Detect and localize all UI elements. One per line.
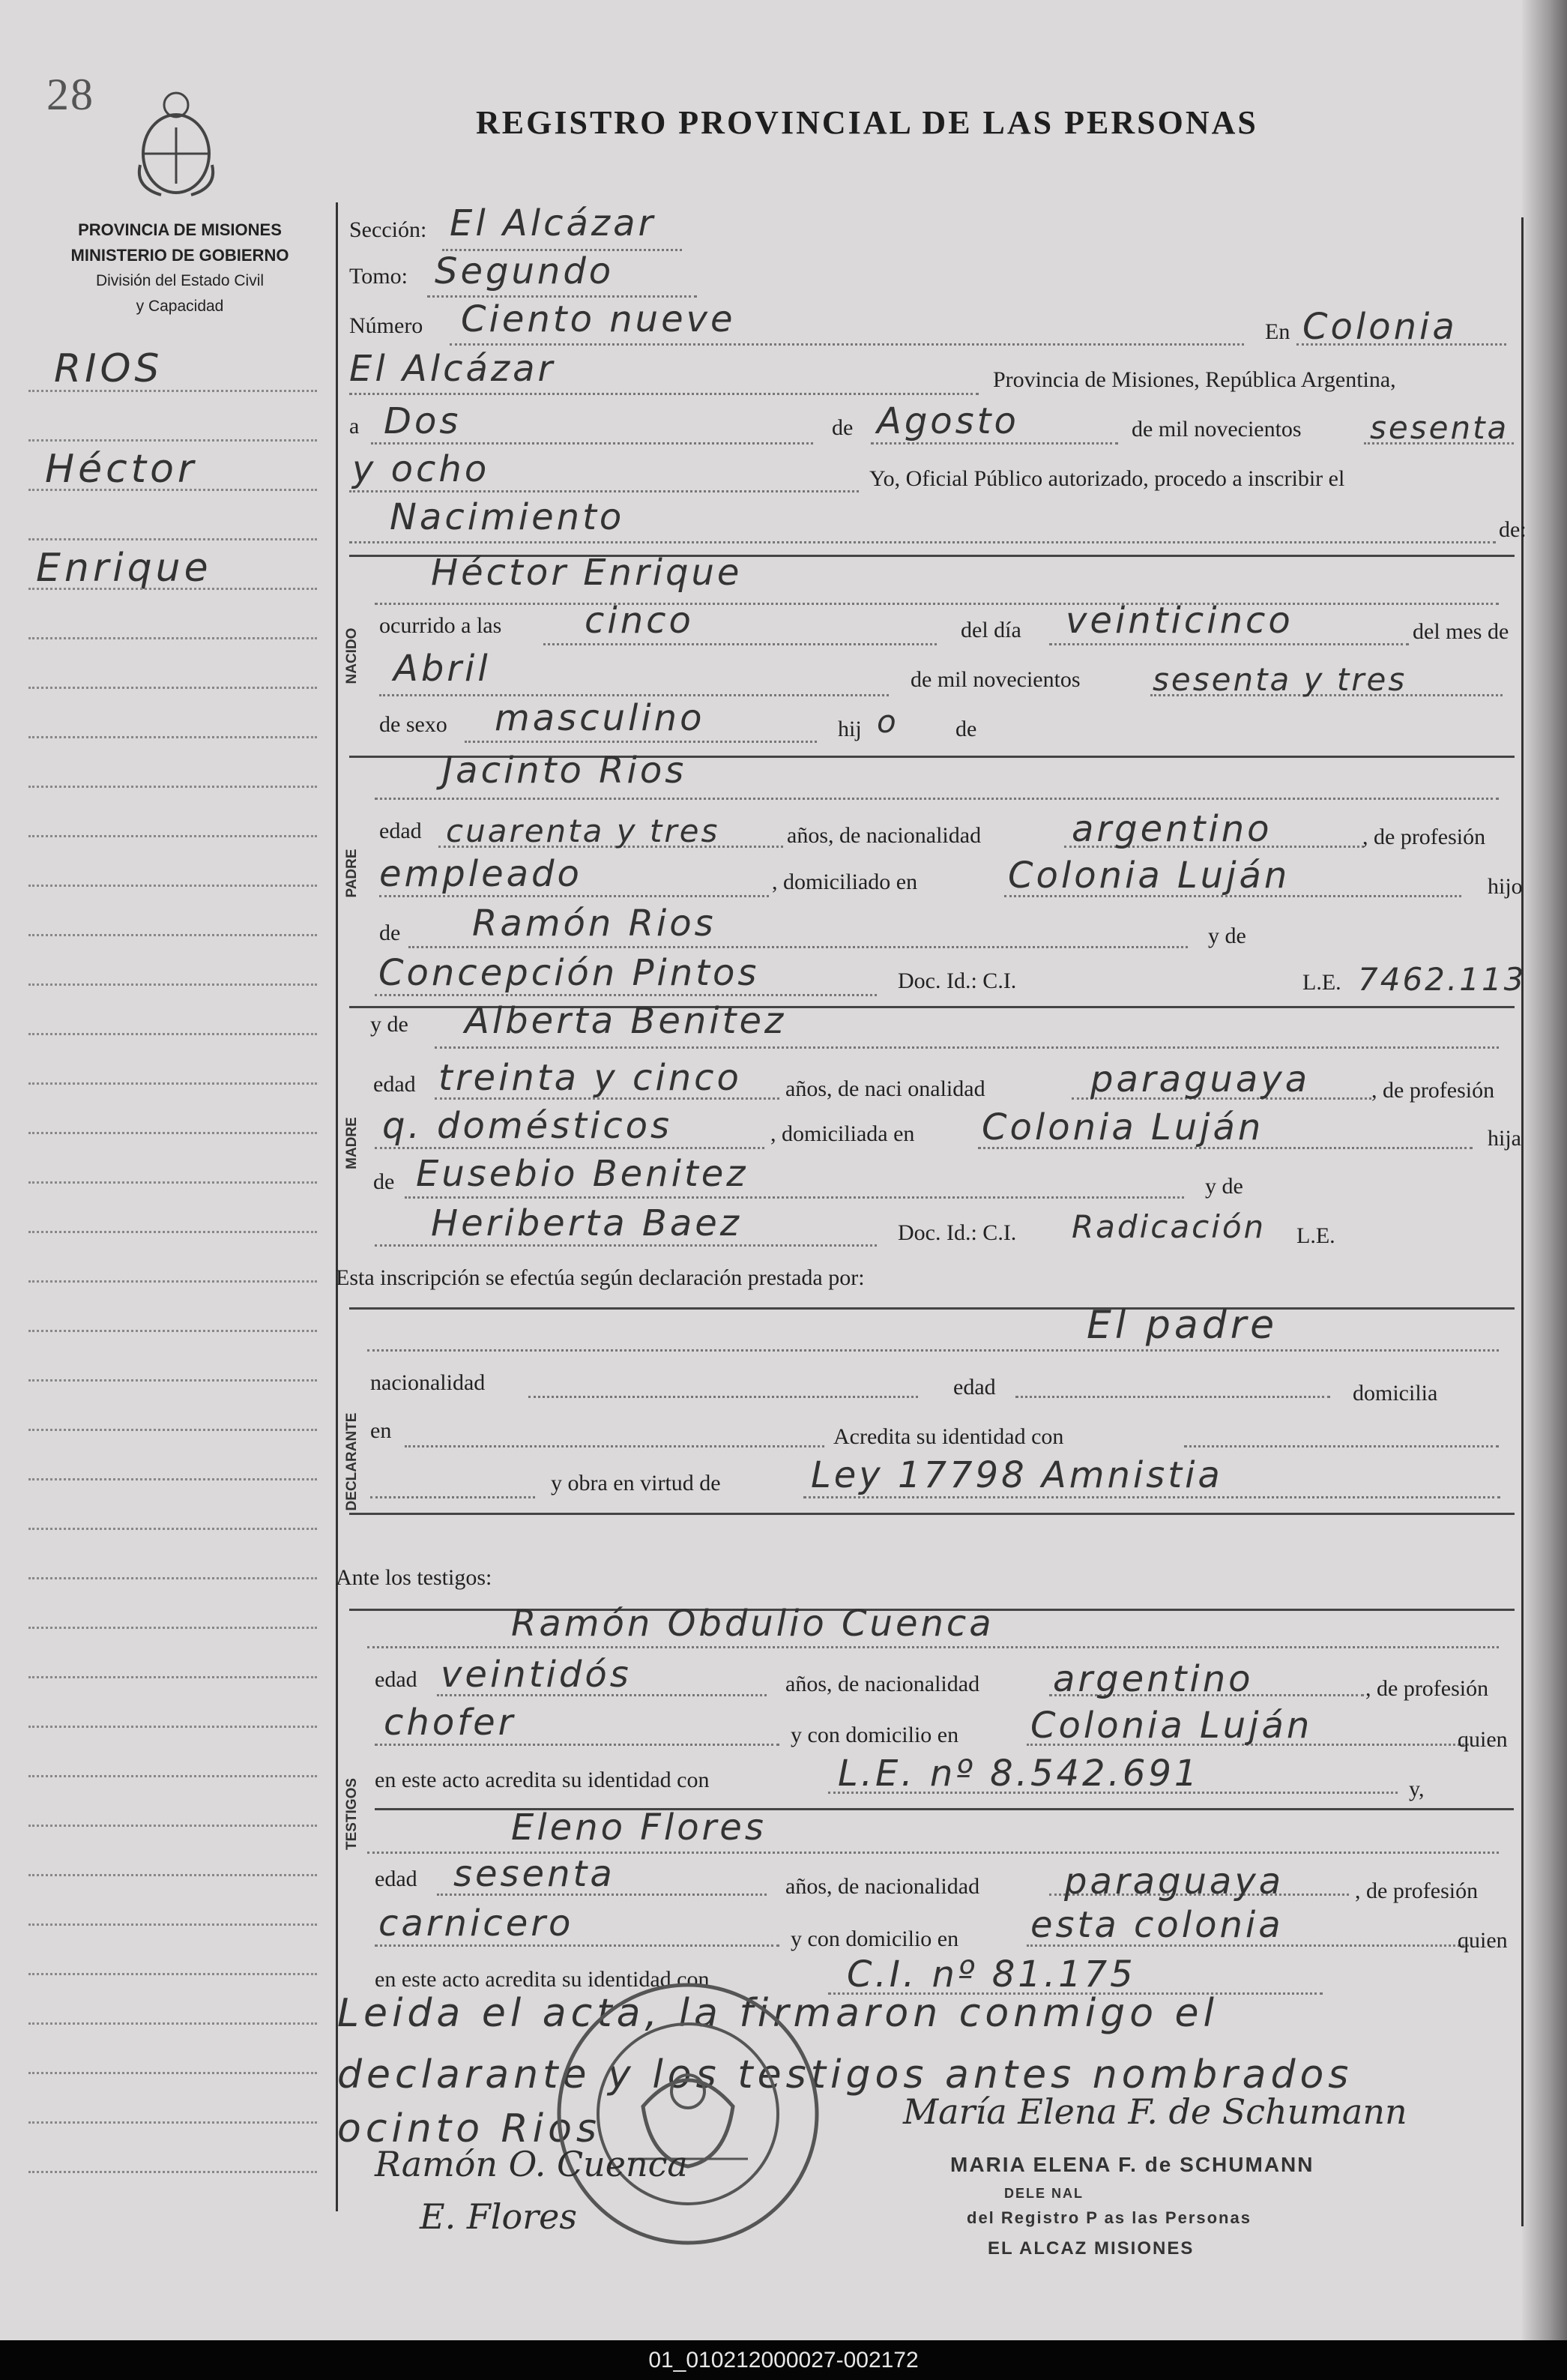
witness2-profession: carnicero xyxy=(378,1903,574,1944)
witness2-signature: E. Flores xyxy=(420,2196,577,2237)
t1-y-label: y, xyxy=(1409,1777,1425,1801)
hijo-de-label: de xyxy=(955,717,977,741)
province-text: Provincia de Misiones, República Argentina, xyxy=(993,367,1396,392)
margin-ruled-line xyxy=(28,1627,317,1629)
de-label: de xyxy=(832,415,854,440)
sexo-label: de sexo xyxy=(379,712,447,737)
mother-nationality: paraguaya xyxy=(1090,1058,1311,1100)
witness2-nationality: paraguaya xyxy=(1064,1861,1284,1903)
margin-surname: RIOS xyxy=(54,346,163,391)
declarante-bottom-rule xyxy=(349,1513,1515,1515)
t2-prof-label: , de profesión xyxy=(1355,1879,1479,1903)
witnesses-intro: Ante los testigos: xyxy=(336,1565,492,1590)
margin-ruled-line xyxy=(28,1132,317,1134)
madre-yde2-label: y de xyxy=(1205,1174,1243,1199)
padre-hijo-label: hijo xyxy=(1488,874,1523,899)
declarante-edad-label: edad xyxy=(953,1375,996,1400)
nacido-section-label: NACIDO xyxy=(344,627,360,684)
en-label: En xyxy=(1265,319,1290,344)
witness1-signature: Ramón O. Cuenca xyxy=(375,2144,688,2184)
margin-ruled-line xyxy=(28,439,317,442)
declarant-name: El padre xyxy=(1087,1303,1278,1348)
margin-ruled-line xyxy=(28,983,317,986)
del-mes-label: del mes de xyxy=(1413,619,1509,644)
margin-ruled-line xyxy=(28,1082,317,1085)
madre-prof-label: , de profesión xyxy=(1371,1078,1495,1103)
hijo-suffix: o xyxy=(877,703,899,740)
t2-acredita-label: en este acto acredita su identidad con xyxy=(375,1967,710,1992)
margin-ruled-line xyxy=(28,687,317,689)
madre-dom-label: , domiciliada en xyxy=(770,1121,915,1146)
padre-le-label: L.E. xyxy=(1302,970,1341,995)
margin-ruled-line xyxy=(28,1231,317,1233)
act-type: Nacimiento xyxy=(390,496,625,538)
madre-section-label: MADRE xyxy=(344,1117,360,1169)
registration-month: Agosto xyxy=(877,400,1019,442)
father-address: Colonia Luján xyxy=(1008,855,1290,897)
numero-value: Ciento nueve xyxy=(461,298,736,340)
margin-ruled-line xyxy=(28,637,317,639)
birth-year: sesenta y tres xyxy=(1153,661,1407,698)
margin-ruled-line xyxy=(28,1726,317,1728)
a-label: a xyxy=(349,414,360,439)
margin-ruled-line xyxy=(28,1280,317,1283)
margin-ruled-line xyxy=(28,1181,317,1184)
argentina-coat-of-arms-icon xyxy=(131,82,221,202)
book-spine xyxy=(1522,0,1567,2340)
sex-value: masculino xyxy=(495,697,705,739)
madre-nac-label: años, de naci onalidad xyxy=(785,1076,985,1101)
birth-hour: cinco xyxy=(585,600,694,642)
oficial-text: Yo, Oficial Público autorizado, procedo a inscribir el xyxy=(869,466,1345,491)
margin-ruled-line xyxy=(28,1033,317,1035)
hijo-label: hij xyxy=(838,717,862,741)
province-label: PROVINCIA DE MISIONES xyxy=(78,220,282,239)
margin-ruled-line xyxy=(28,934,317,936)
margin-first-name: Héctor xyxy=(45,447,198,492)
seccion-value: El Alcázar xyxy=(450,202,656,244)
margin-middle-name: Enrique xyxy=(36,546,212,591)
margin-ruled-line xyxy=(28,1775,317,1777)
mother-profession: q. domésticos xyxy=(382,1105,673,1147)
mil-novecientos-label: de mil novecientos xyxy=(1132,417,1302,442)
t1-quien-label: quien xyxy=(1458,1727,1508,1752)
declarante-top-rule xyxy=(349,1307,1515,1310)
child-name: Héctor Enrique xyxy=(431,552,743,594)
t1-prof-label: , de profesión xyxy=(1365,1676,1489,1701)
madre-de-label: de xyxy=(373,1169,395,1194)
margin-ruled-line xyxy=(28,835,317,837)
mother-age: treinta y cinco xyxy=(438,1057,742,1099)
t1-nac-label: años, de nacionalidad xyxy=(785,1672,980,1696)
mother-ci-value: Radicación xyxy=(1072,1208,1266,1245)
padre-doc-label: Doc. Id.: C.I. xyxy=(898,968,1017,993)
en-value: Colonia xyxy=(1302,306,1458,348)
margin-ruled-line xyxy=(28,1429,317,1431)
margin-ruled-line xyxy=(28,1478,317,1480)
division-label: División del Estado Civil xyxy=(95,272,265,289)
father-profession: empleado xyxy=(379,853,582,895)
margin-ruled-line xyxy=(28,1973,317,1975)
declarante-en-label: en xyxy=(370,1418,392,1443)
father-name: Jacinto Rios xyxy=(442,750,687,792)
declarante-section-label: DECLARANTE xyxy=(344,1412,360,1511)
registration-day: Dos xyxy=(384,400,462,442)
witness2-name: Eleno Flores xyxy=(511,1807,767,1849)
declarante-nac-label: nacionalidad xyxy=(370,1370,486,1395)
margin-ruled-line xyxy=(28,1825,317,1827)
witness2-document: C.I. nº 81.175 xyxy=(847,1953,1136,1995)
registration-year-b: y ocho xyxy=(352,448,490,490)
page-title: REGISTRO PROVINCIAL DE LAS PERSONAS xyxy=(476,104,1258,141)
maternal-grandfather: Eusebio Benitez xyxy=(416,1153,749,1195)
witness1-name: Ramón Obdulio Cuenca xyxy=(511,1603,994,1645)
margin-ruled-line xyxy=(28,1923,317,1926)
witness1-address: Colonia Luján xyxy=(1030,1705,1313,1747)
margin-ruled-line xyxy=(28,390,317,392)
padre-dom-label: , domiciliado en xyxy=(772,870,918,894)
margin-ruled-line xyxy=(28,1577,317,1579)
nacido-mil-label: de mil novecientos xyxy=(911,667,1081,692)
official-stamp-line-1: MARIA ELENA F. de SCHUMANN xyxy=(950,2153,1314,2176)
paternal-grandfather: Ramón Rios xyxy=(472,903,716,945)
closing-line-3: ocinto Rios xyxy=(337,2106,602,2151)
declaration-intro: Esta inscripción se efectúa según declaración prestada por: xyxy=(336,1265,865,1290)
t2-edad-label: edad xyxy=(375,1867,417,1891)
official-stamp-line-3: del Registro P as las Personas xyxy=(967,2208,1252,2227)
padre-edad-label: edad xyxy=(379,819,422,843)
declarante-acredita-label: Acredita su identidad con xyxy=(833,1424,1064,1449)
birth-month: Abril xyxy=(393,648,491,690)
de-colon-label: de: xyxy=(1499,517,1527,542)
padre-section-label: PADRE xyxy=(344,849,360,898)
padre-yde-label: y de xyxy=(1208,924,1246,948)
paternal-grandmother: Concepción Pintos xyxy=(378,952,760,994)
numero-label: Número xyxy=(349,313,423,338)
closing-line-2: declarante y los testigos antes nombrados xyxy=(337,2052,1353,2097)
father-le-number: 7462.113 xyxy=(1358,961,1527,998)
margin-ruled-line xyxy=(28,1528,317,1530)
madre-hija-label: hija xyxy=(1488,1126,1521,1151)
mother-name: Alberta Benitez xyxy=(465,1000,787,1042)
tomo-label: Tomo: xyxy=(349,264,408,289)
maternal-grandmother: Heriberta Baez xyxy=(431,1202,742,1244)
margin-ruled-line xyxy=(28,489,317,491)
margin-ruled-line xyxy=(28,2121,317,2124)
registration-year-a: sesenta xyxy=(1370,409,1509,446)
declarante-obra-label: y obra en virtud de xyxy=(551,1471,721,1495)
padre-de-label: de xyxy=(379,921,401,945)
margin-ruled-line xyxy=(28,1874,317,1876)
mother-address: Colonia Luján xyxy=(982,1106,1264,1148)
registry-seal-icon xyxy=(553,1979,823,2249)
t2-nac-label: años, de nacionalidad xyxy=(785,1874,980,1899)
witness2-age: sesenta xyxy=(453,1853,615,1895)
declarante-dom-label: domicilia xyxy=(1353,1381,1438,1406)
margin-ruled-line xyxy=(28,2171,317,2173)
witness1-age: veintidós xyxy=(441,1654,632,1696)
official-stamp-line-2: DELE NAL xyxy=(1004,2186,1084,2201)
margin-ruled-line xyxy=(28,736,317,738)
ministry-label: MINISTERIO DE GOBIERNO xyxy=(70,246,289,265)
margin-ruled-line xyxy=(28,2022,317,2025)
margin-ruled-line xyxy=(28,588,317,590)
madre-yde-label: y de xyxy=(370,1012,408,1037)
ocurrido-label: ocurrido a las xyxy=(379,613,502,638)
witness1-nationality: argentino xyxy=(1053,1658,1254,1700)
birth-day: veinticinco xyxy=(1066,600,1293,642)
padre-prof-label: , de profesión xyxy=(1362,825,1486,849)
official-stamp-line-4: EL ALCAZ MISIONES xyxy=(988,2238,1195,2259)
t1-acredita-label: en este acto acredita su identidad con xyxy=(375,1768,710,1792)
margin-ruled-line xyxy=(28,1330,317,1332)
place-value: El Alcázar xyxy=(349,348,556,390)
del-dia-label: del día xyxy=(961,618,1021,642)
t2-dom-label: y con domicilio en xyxy=(791,1926,959,1951)
seccion-label: Sección: xyxy=(349,217,427,242)
left-frame-rule xyxy=(336,202,338,2211)
madre-doc-label: Doc. Id.: C.I. xyxy=(898,1220,1017,1245)
madre-edad-label: edad xyxy=(373,1072,416,1097)
testigos-section-label: TESTIGOS xyxy=(344,1777,360,1851)
margin-ruled-line xyxy=(28,885,317,887)
witness2-address: esta colonia xyxy=(1030,1904,1284,1946)
ministry-block xyxy=(37,217,322,319)
father-nationality: argentino xyxy=(1072,808,1272,850)
margin-ruled-line xyxy=(28,1676,317,1678)
margin-ruled-line xyxy=(28,1379,317,1382)
capacity-label: y Capacidad xyxy=(136,298,224,315)
legal-basis: Ley 17798 Amnistia xyxy=(811,1454,1223,1496)
witness1-profession: chofer xyxy=(384,1702,516,1744)
father-age: cuarenta y tres xyxy=(446,813,720,849)
official-signature: María Elena F. de Schumann xyxy=(903,2091,1407,2132)
margin-ruled-line xyxy=(28,538,317,540)
padre-nac-label: años, de nacionalidad xyxy=(787,823,982,848)
t1-edad-label: edad xyxy=(375,1667,417,1692)
margin-ruled-line xyxy=(28,2072,317,2074)
margin-ruled-line xyxy=(28,786,317,788)
image-id-caption: 01_010212000027-002172 xyxy=(0,2340,1567,2380)
closing-line-1: Leida el acta, la firmaron conmigo el xyxy=(337,1991,1219,2036)
tomo-value: Segundo xyxy=(435,250,615,292)
madre-le-label: L.E. xyxy=(1296,1223,1335,1248)
page-number: 28 xyxy=(46,70,94,119)
t2-quien-label: quien xyxy=(1458,1928,1508,1953)
t1-dom-label: y con domicilio en xyxy=(791,1723,959,1747)
witness1-document: L.E. nº 8.542.691 xyxy=(838,1753,1201,1795)
